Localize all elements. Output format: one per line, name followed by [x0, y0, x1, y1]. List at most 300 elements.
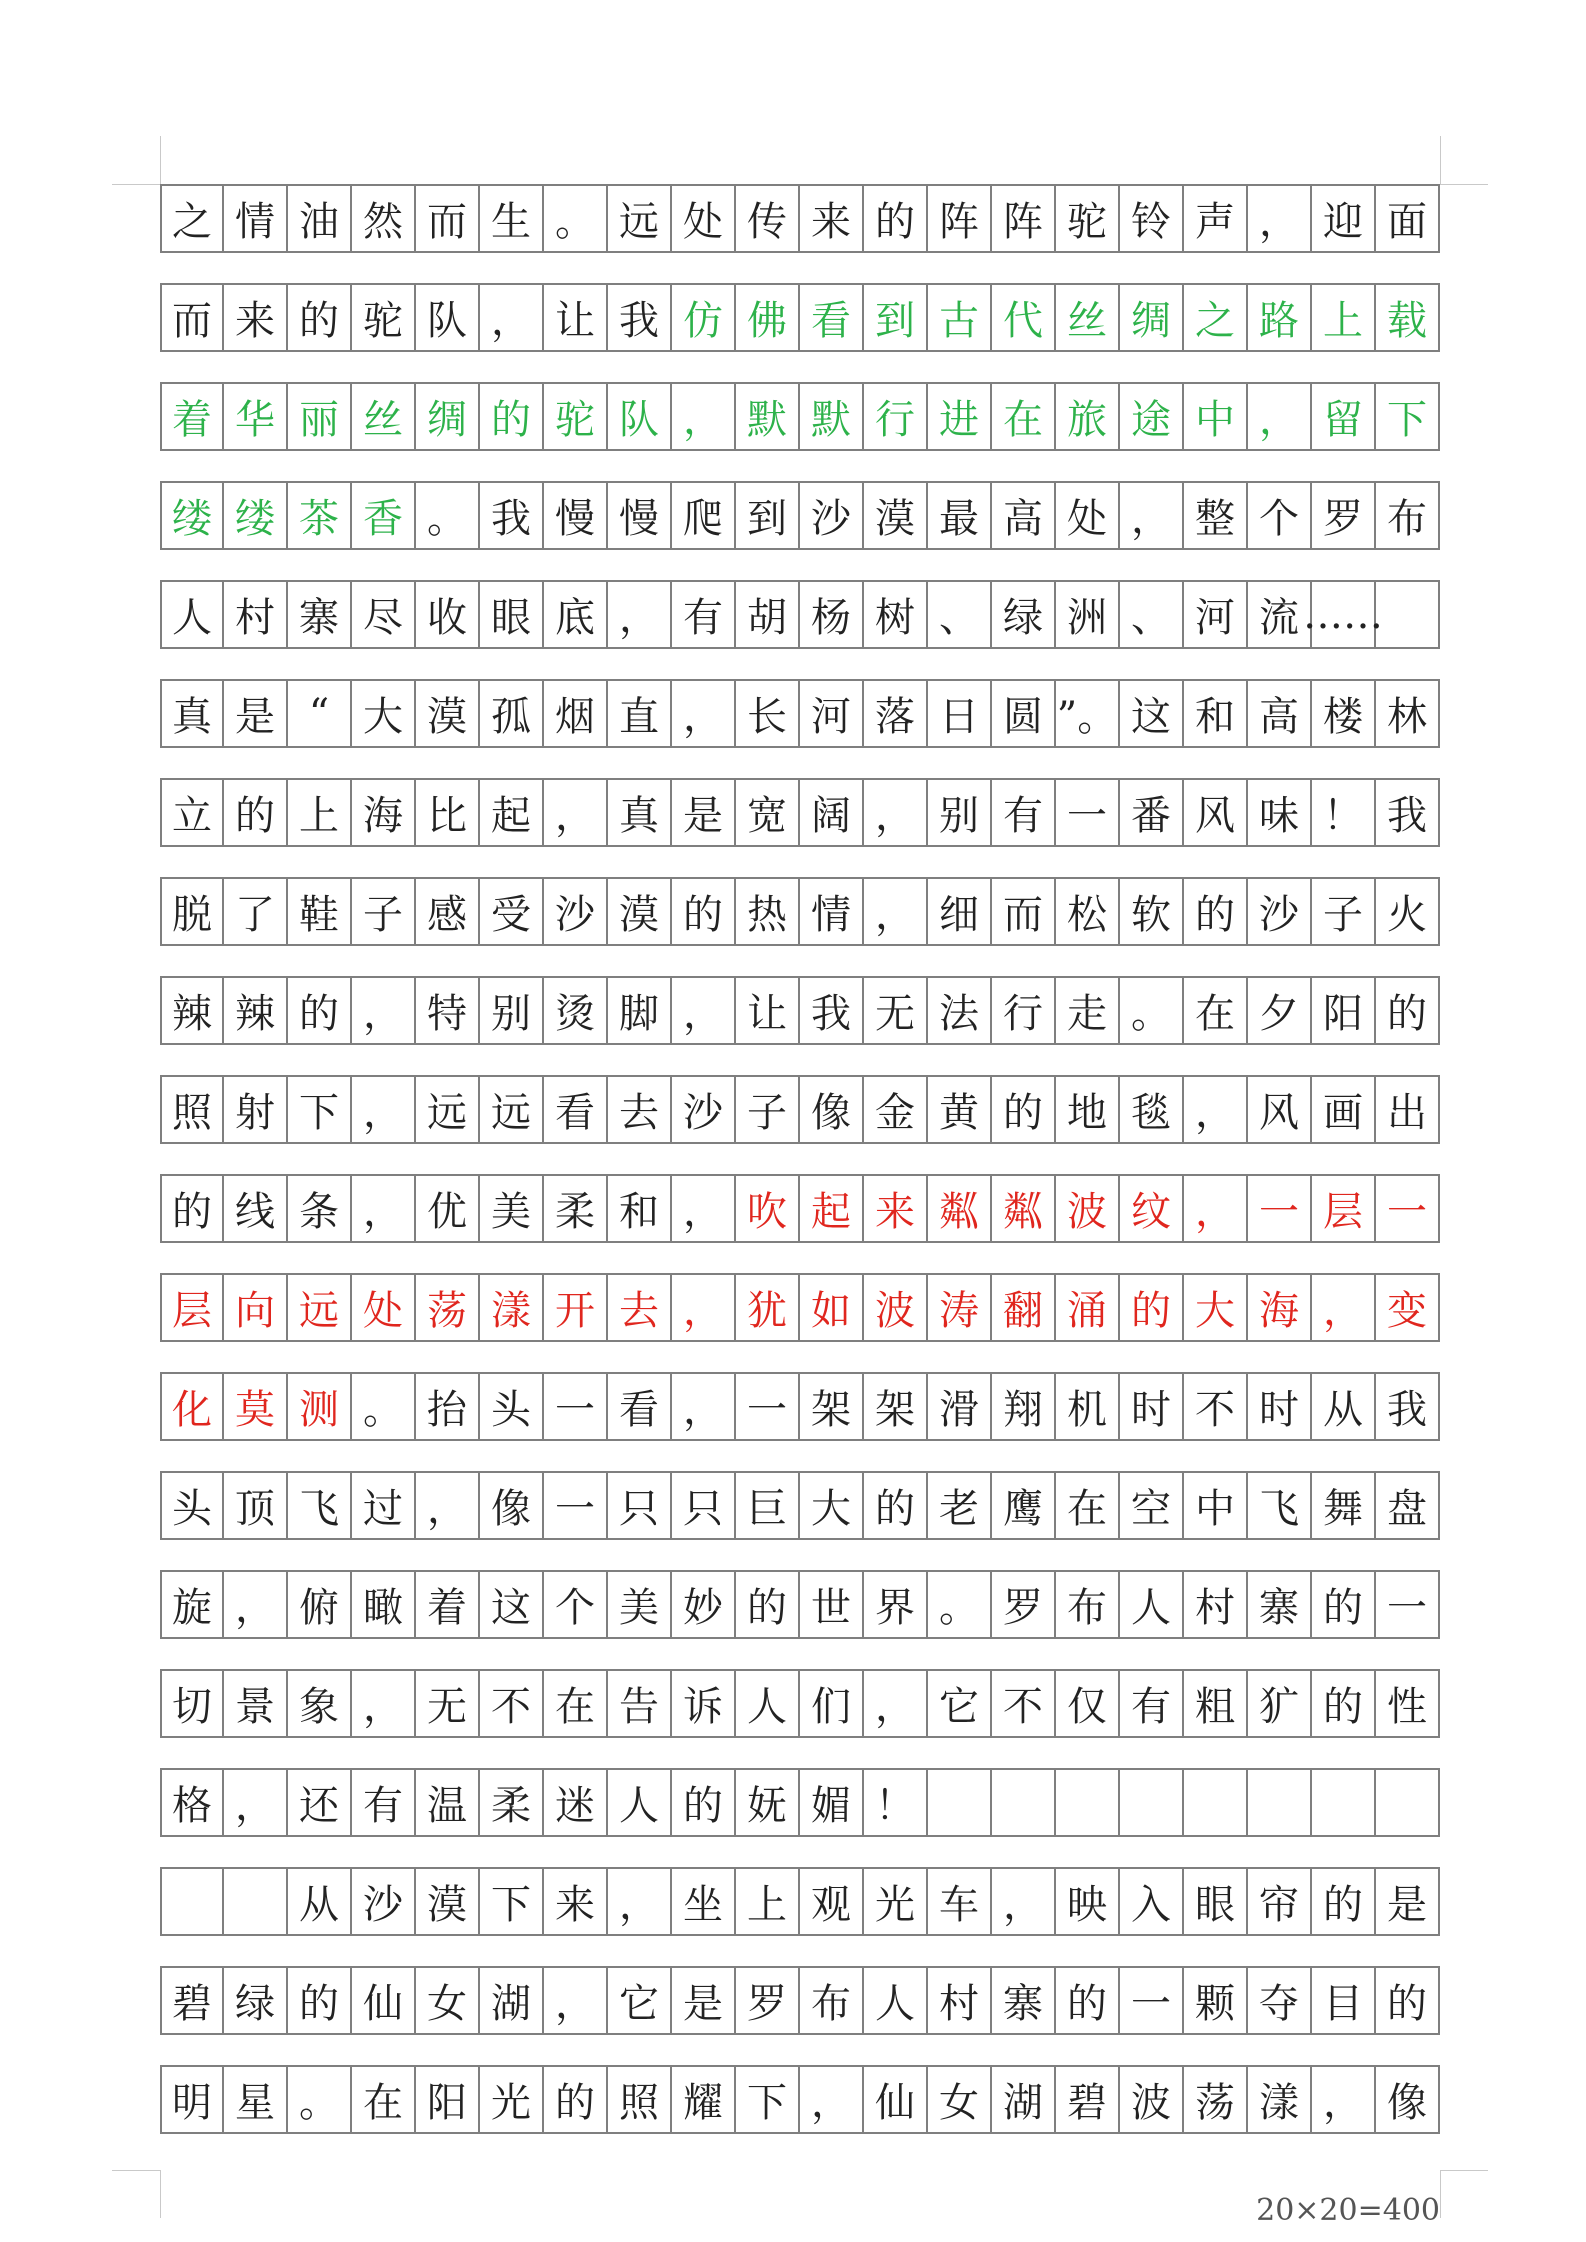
grid-cell: 舞: [1312, 1473, 1376, 1538]
grid-cell: 粼: [928, 1176, 992, 1241]
grid-cell: 纹: [1120, 1176, 1184, 1241]
grid-cell: 一: [1120, 1968, 1184, 2033]
grid-cell: 是: [672, 1968, 736, 2033]
grid-cell: 辣: [160, 978, 224, 1043]
grid-cell: 阔: [800, 780, 864, 845]
grid-cell: 的: [864, 186, 928, 251]
grid-cell: 而: [416, 186, 480, 251]
grid-cell: 来: [800, 186, 864, 251]
grid-cell: 楼: [1312, 681, 1376, 746]
grid-cell: 从: [288, 1869, 352, 1934]
grid-cell: 茶: [288, 483, 352, 548]
grid-row: [160, 1471, 1440, 1570]
grid-cell: 鹰: [992, 1473, 1056, 1538]
grid-cell: 光: [864, 1869, 928, 1934]
grid-cell: ，: [1120, 483, 1184, 548]
grid-cell: 架: [864, 1374, 928, 1439]
grid-cell: 起: [800, 1176, 864, 1241]
grid-cell: ，: [1248, 186, 1312, 251]
grid-cell: ，: [352, 1077, 416, 1142]
crop-mark-top-right-h: [1440, 184, 1488, 185]
grid-cell: 真: [160, 681, 224, 746]
grid-cell: ，: [352, 1176, 416, 1241]
grid-cell: 代: [992, 285, 1056, 350]
grid-row-cells: [160, 1966, 1440, 2035]
grid-cell: 世: [800, 1572, 864, 1637]
grid-cell: 性: [1376, 1671, 1440, 1736]
grid-cell: 漠: [864, 483, 928, 548]
grid-cell: 慢: [544, 483, 608, 548]
grid-cell: 古: [928, 285, 992, 350]
grid-cell: 真: [608, 780, 672, 845]
grid-cell: 涌: [1056, 1275, 1120, 1340]
grid-cell: 长: [736, 681, 800, 746]
grid-cell: 路: [1248, 285, 1312, 350]
grid-cell: 铃: [1120, 186, 1184, 251]
grid-cell: 在: [992, 384, 1056, 449]
grid-cell: 的: [288, 1968, 352, 2033]
grid-cell: 的: [480, 384, 544, 449]
grid-cell: 落: [864, 681, 928, 746]
grid-cell: 切: [160, 1671, 224, 1736]
grid-cell: 如: [800, 1275, 864, 1340]
grid-cell: 们: [800, 1671, 864, 1736]
grid-cell: 丽: [288, 384, 352, 449]
grid-cell: 起: [480, 780, 544, 845]
grid-cell: 罗: [992, 1572, 1056, 1637]
grid-cell: 布: [1056, 1572, 1120, 1637]
grid-cell: 格: [160, 1770, 224, 1835]
grid-cell: 留: [1312, 384, 1376, 449]
grid-cell: 。: [352, 1374, 416, 1439]
grid-row: [160, 2065, 1440, 2164]
grid-cell: 烫: [544, 978, 608, 1043]
grid-cell: 是: [672, 780, 736, 845]
grid-cell: 行: [992, 978, 1056, 1043]
grid-cell: 空: [1120, 1473, 1184, 1538]
grid-cell: 子: [1312, 879, 1376, 944]
grid-cell: 丝: [1056, 285, 1120, 350]
grid-cell: 翻: [992, 1275, 1056, 1340]
grid-cell: 过: [352, 1473, 416, 1538]
grid-cell: 高: [992, 483, 1056, 548]
grid-cell: ，: [544, 780, 608, 845]
grid-cell: 让: [544, 285, 608, 350]
grid-cell: 鞋: [288, 879, 352, 944]
grid-row-cells: [160, 1273, 1440, 1342]
grid-cell: 村: [224, 582, 288, 647]
grid-cell: 人: [1120, 1572, 1184, 1637]
grid-cell: 阵: [992, 186, 1056, 251]
grid-cell: 大: [1184, 1275, 1248, 1340]
grid-cell: ，: [864, 879, 928, 944]
grid-cell: ……: [1312, 582, 1376, 647]
grid-cell: 的: [1184, 879, 1248, 944]
grid-cell: 的: [1312, 1572, 1376, 1637]
grid-cell: 番: [1120, 780, 1184, 845]
grid-cell: 的: [672, 1770, 736, 1835]
grid-cell: 下: [288, 1077, 352, 1142]
grid-cell: 上: [1312, 285, 1376, 350]
grid-row-cells: [160, 1471, 1440, 1540]
grid-cell: 波: [864, 1275, 928, 1340]
grid-cell: 优: [416, 1176, 480, 1241]
grid-cell: 胡: [736, 582, 800, 647]
grid-cell: ，: [1312, 2067, 1376, 2132]
grid-cell: 顶: [224, 1473, 288, 1538]
grid-cell: 日: [928, 681, 992, 746]
grid-cell: 一: [1376, 1572, 1440, 1637]
grid-cell: 的: [992, 1077, 1056, 1142]
grid-cell: 阵: [928, 186, 992, 251]
grid-cell: 诉: [672, 1671, 736, 1736]
grid-cell: 像: [1376, 2067, 1440, 2132]
grid-cell: 在: [352, 2067, 416, 2132]
grid-cell: 的: [1056, 1968, 1120, 2033]
grid-cell: 观: [800, 1869, 864, 1934]
grid-cell: 情: [224, 186, 288, 251]
grid-cell: ，: [672, 978, 736, 1043]
grid-row-cells: [160, 679, 1440, 748]
grid-cell: ，: [224, 1770, 288, 1835]
grid-row-cells: [160, 1570, 1440, 1639]
grid-cell: 华: [224, 384, 288, 449]
grid-cell: 阳: [416, 2067, 480, 2132]
grid-cell: 中: [1184, 384, 1248, 449]
grid-cell: 爬: [672, 483, 736, 548]
grid-cell: 我: [480, 483, 544, 548]
grid-cell: 去: [608, 1275, 672, 1340]
grid-cell: ，: [416, 1473, 480, 1538]
grid-cell: 队: [608, 384, 672, 449]
grid-cell: 细: [928, 879, 992, 944]
grid-cell: 温: [416, 1770, 480, 1835]
grid-cell: ，: [672, 1275, 736, 1340]
grid-cell: 只: [608, 1473, 672, 1538]
crop-mark-top-right-v: [1440, 136, 1441, 184]
grid-cell: 漾: [480, 1275, 544, 1340]
grid-cell: 入: [1120, 1869, 1184, 1934]
grid-cell: 看: [800, 285, 864, 350]
grid-cell: 漾: [1248, 2067, 1312, 2132]
grid-cell: 有: [672, 582, 736, 647]
grid-cell: ，: [672, 1176, 736, 1241]
grid-row: [160, 283, 1440, 382]
grid-cell: 女: [416, 1968, 480, 2033]
grid-cell: 的: [1376, 1968, 1440, 2033]
grid-cell: 的: [224, 780, 288, 845]
grid-cell: 旋: [160, 1572, 224, 1637]
grid-cell: 的: [1120, 1275, 1184, 1340]
grid-cell: 、: [1120, 582, 1184, 647]
grid-cell: 布: [1376, 483, 1440, 548]
grid-cell: 处: [352, 1275, 416, 1340]
grid-cell: 一: [1248, 1176, 1312, 1241]
grid-cell: ，: [672, 681, 736, 746]
grid-row: [160, 1075, 1440, 1174]
grid-cell: 沙: [1248, 879, 1312, 944]
grid-cell: 出: [1376, 1077, 1440, 1142]
grid-row-cells: [160, 1372, 1440, 1441]
grid-cell: 无: [864, 978, 928, 1043]
grid-cell: 仙: [864, 2067, 928, 2132]
grid-cell: 翔: [992, 1374, 1056, 1439]
grid-cell: 眼: [480, 582, 544, 647]
grid-cell: [1376, 582, 1440, 647]
grid-cell: 远: [608, 186, 672, 251]
grid-row-cells: [160, 778, 1440, 847]
grid-cell: 颗: [1184, 1968, 1248, 2033]
grid-cell: ，: [608, 1869, 672, 1934]
grid-cell: 一: [736, 1374, 800, 1439]
grid-cell: ，: [800, 2067, 864, 2132]
grid-cell: 。: [288, 2067, 352, 2132]
grid-cell: ，: [352, 978, 416, 1043]
grid-cell: ！: [864, 1770, 928, 1835]
grid-cell: 不: [992, 1671, 1056, 1736]
grid-cell: 村: [1184, 1572, 1248, 1637]
grid-row: [160, 877, 1440, 976]
grid-cell: 感: [416, 879, 480, 944]
grid-cell: 飞: [1248, 1473, 1312, 1538]
grid-cell: 和: [1184, 681, 1248, 746]
grid-cell: [1312, 1770, 1376, 1835]
crop-mark-top-left-h: [112, 184, 160, 185]
grid-cell: 软: [1120, 879, 1184, 944]
grid-cell: “: [288, 681, 352, 746]
grid-cell: 远: [480, 1077, 544, 1142]
grid-cell: 我: [1376, 780, 1440, 845]
grid-cell: 射: [224, 1077, 288, 1142]
grid-cell: 受: [480, 879, 544, 944]
grid-cell: 一: [544, 1473, 608, 1538]
grid-cell: 载: [1376, 285, 1440, 350]
grid-cell: 的: [1312, 1869, 1376, 1934]
grid-cell: 让: [736, 978, 800, 1043]
grid-cell: 的: [1376, 978, 1440, 1043]
grid-cell: 粼: [992, 1176, 1056, 1241]
grid-cell: 一: [1056, 780, 1120, 845]
grid-cell: ，: [992, 1869, 1056, 1934]
grid-cell: 的: [288, 978, 352, 1043]
grid-cell: 着: [160, 384, 224, 449]
grid-cell: 风: [1248, 1077, 1312, 1142]
grid-cell: ，: [672, 1374, 736, 1439]
grid-cell: 脚: [608, 978, 672, 1043]
grid-row: [160, 1273, 1440, 1372]
grid-cell: 看: [608, 1374, 672, 1439]
grid-cell: 之: [1184, 285, 1248, 350]
grid-cell: ，: [224, 1572, 288, 1637]
grid-cell: 绸: [416, 384, 480, 449]
grid-cell: 圆: [992, 681, 1056, 746]
grid-cell: 漠: [608, 879, 672, 944]
grid-cell: 传: [736, 186, 800, 251]
grid-cell: 界: [864, 1572, 928, 1637]
grid-cell: 是: [1376, 1869, 1440, 1934]
grid-row-cells: [160, 283, 1440, 352]
grid-cell: 的: [288, 285, 352, 350]
grid-cell: 远: [416, 1077, 480, 1142]
grid-cell: 的: [672, 879, 736, 944]
grid-cell: 特: [416, 978, 480, 1043]
grid-row-cells: [160, 481, 1440, 550]
grid-cell: 不: [1184, 1374, 1248, 1439]
grid-cell: 别: [480, 978, 544, 1043]
grid-cell: 洲: [1056, 582, 1120, 647]
grid-cell: 孤: [480, 681, 544, 746]
grid-cell: 风: [1184, 780, 1248, 845]
grid-cell: 的: [864, 1473, 928, 1538]
grid-row: [160, 382, 1440, 481]
grid-cell: 妙: [672, 1572, 736, 1637]
grid-cell: 宽: [736, 780, 800, 845]
grid-cell: 抬: [416, 1374, 480, 1439]
grid-cell: 光: [480, 2067, 544, 2132]
grid-cell: 直: [608, 681, 672, 746]
grid-cell: ，: [1248, 384, 1312, 449]
grid-cell: 下: [1376, 384, 1440, 449]
grid-cell: ，: [1184, 1077, 1248, 1142]
grid-cell: 涛: [928, 1275, 992, 1340]
grid-cell: 比: [416, 780, 480, 845]
grid-cell: ，: [1184, 1176, 1248, 1241]
grid-cell: 变: [1376, 1275, 1440, 1340]
grid-cell: 下: [480, 1869, 544, 1934]
grid-cell: 上: [736, 1869, 800, 1934]
grid-cell: 缕: [160, 483, 224, 548]
grid-cell: 辣: [224, 978, 288, 1043]
crop-mark-top-left-v: [160, 136, 161, 184]
grid-cell: 金: [864, 1077, 928, 1142]
grid-cell: 荡: [1184, 2067, 1248, 2132]
grid-cell: 之: [160, 186, 224, 251]
grid-cell: 机: [1056, 1374, 1120, 1439]
grid-cell: 热: [736, 879, 800, 944]
grid-cell: 林: [1376, 681, 1440, 746]
grid-cell: 波: [1056, 1176, 1120, 1241]
grid-cell: 绿: [992, 582, 1056, 647]
grid-cell: ，: [672, 384, 736, 449]
grid-cell: 坐: [672, 1869, 736, 1934]
grid-cell: 来: [864, 1176, 928, 1241]
grid-cell: 有: [352, 1770, 416, 1835]
grid-cell: 目: [1312, 1968, 1376, 2033]
grid-cell: 处: [672, 186, 736, 251]
grid-cell: 仿: [672, 285, 736, 350]
grid-cell: 布: [800, 1968, 864, 2033]
grid-row-cells: [160, 1768, 1440, 1837]
grid-cell: 开: [544, 1275, 608, 1340]
grid-cell: ，: [1312, 1275, 1376, 1340]
grid-cell: 人: [160, 582, 224, 647]
grid-cell: 它: [608, 1968, 672, 2033]
grid-cell: 驼: [1056, 186, 1120, 251]
grid-cell: 味: [1248, 780, 1312, 845]
grid-cell: 而: [160, 285, 224, 350]
grid-cell: 旅: [1056, 384, 1120, 449]
grid-cell: 架: [800, 1374, 864, 1439]
grid-row-cells: [160, 1867, 1440, 1936]
grid-cell: 告: [608, 1671, 672, 1736]
grid-cell: 照: [608, 2067, 672, 2132]
grid-cell: 远: [288, 1275, 352, 1340]
grid-cell: 像: [480, 1473, 544, 1538]
grid-row: [160, 481, 1440, 580]
grid-cell: [1120, 1770, 1184, 1835]
grid-cell: 。: [1120, 978, 1184, 1043]
grid-cell: ，: [864, 780, 928, 845]
grid-row-cells: [160, 2065, 1440, 2134]
grid-cell: 途: [1120, 384, 1184, 449]
grid-row: [160, 1570, 1440, 1669]
grid-cell: 湖: [480, 1968, 544, 2033]
grid-cell: 夺: [1248, 1968, 1312, 2033]
grid-cell: 滑: [928, 1374, 992, 1439]
grid-cell: 有: [992, 780, 1056, 845]
grid-cell: 到: [864, 285, 928, 350]
grid-cell: ，: [352, 1671, 416, 1736]
grid-cell: ，: [544, 1968, 608, 2033]
grid-cell: 香: [352, 483, 416, 548]
grid-cell: 柔: [544, 1176, 608, 1241]
grid-row-cells: [160, 1669, 1440, 1738]
grid-row-cells: [160, 382, 1440, 451]
grid-cell: 处: [1056, 483, 1120, 548]
grid-cell: 眼: [1184, 1869, 1248, 1934]
grid-cell: 头: [160, 1473, 224, 1538]
grid-cell: 人: [736, 1671, 800, 1736]
grid-cell: 仙: [352, 1968, 416, 2033]
grid-cell: 迎: [1312, 186, 1376, 251]
grid-cell: 测: [288, 1374, 352, 1439]
grid-cell: 吹: [736, 1176, 800, 1241]
grid-cell: 绿: [224, 1968, 288, 2033]
grid-cell: 我: [608, 285, 672, 350]
grid-row: [160, 184, 1440, 283]
grid-cell: 海: [352, 780, 416, 845]
grid-cell: 尽: [352, 582, 416, 647]
grid-cell: 和: [608, 1176, 672, 1241]
grid-cell: 漠: [416, 1869, 480, 1934]
grid-cell: 松: [1056, 879, 1120, 944]
grid-cell: 个: [544, 1572, 608, 1637]
grid-cell: 这: [1120, 681, 1184, 746]
grid-cell: 头: [480, 1374, 544, 1439]
grid-cell: 底: [544, 582, 608, 647]
grid-row: [160, 580, 1440, 679]
grid-cell: 流: [1248, 582, 1312, 647]
grid-cell: 人: [864, 1968, 928, 2033]
grid-cell: 着: [416, 1572, 480, 1637]
grid-cell: 车: [928, 1869, 992, 1934]
grid-cell: 中: [1184, 1473, 1248, 1538]
grid-cell: 然: [352, 186, 416, 251]
grid-cell: 杨: [800, 582, 864, 647]
grid-cell: 黄: [928, 1077, 992, 1142]
grid-row: [160, 778, 1440, 877]
grid-cell: 慢: [608, 483, 672, 548]
grid-cell: 的: [160, 1176, 224, 1241]
grid-cell: 驼: [352, 285, 416, 350]
grid-size-footer: 20×20=400: [1256, 2193, 1440, 2228]
grid-cell: 美: [480, 1176, 544, 1241]
grid-cell: 我: [1376, 1374, 1440, 1439]
grid-cell: 大: [800, 1473, 864, 1538]
grid-cell: 飞: [288, 1473, 352, 1538]
grid-cell: 时: [1120, 1374, 1184, 1439]
grid-cell: 在: [1056, 1473, 1120, 1538]
